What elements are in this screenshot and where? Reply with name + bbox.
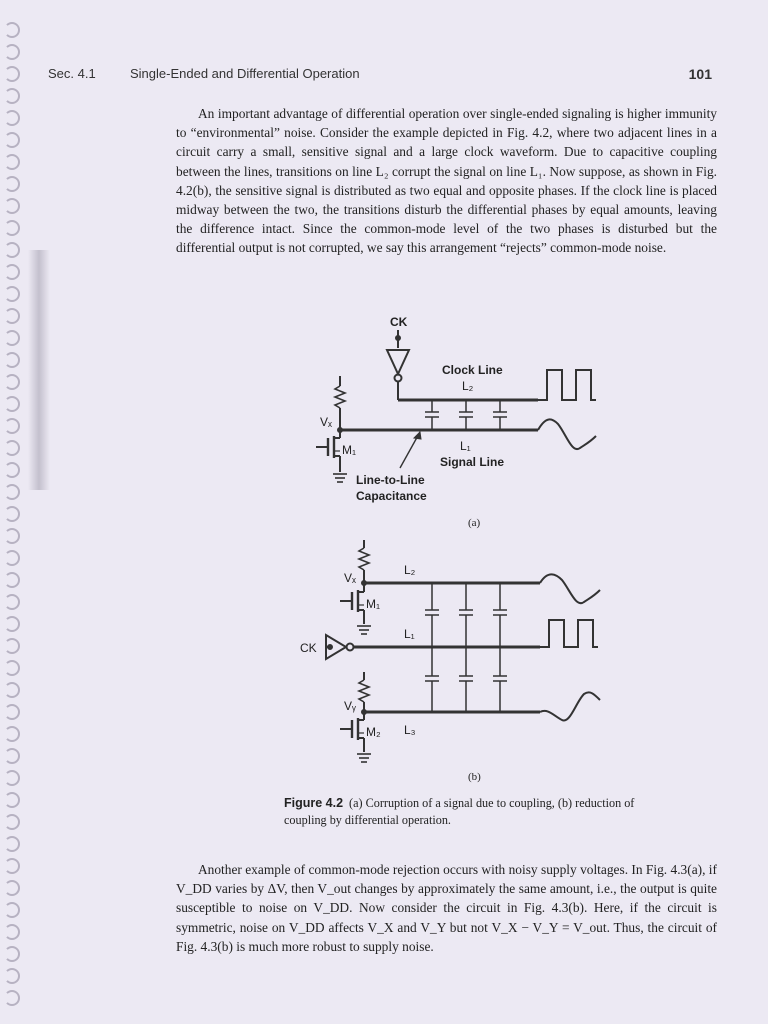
binding-ring (4, 506, 20, 522)
label-ck-b: CK (300, 641, 317, 655)
circuit-diagram (300, 308, 630, 788)
section-title: Single-Ended and Differential Operation (130, 66, 360, 81)
binding-ring (4, 88, 20, 104)
label-cap-1: Line-to-Line (356, 473, 425, 487)
label-vx-b: Vₓ (344, 571, 356, 585)
binding-ring (4, 418, 20, 434)
label-vy-b: Vᵧ (344, 699, 356, 713)
binding-ring (4, 242, 20, 258)
binding-ring (4, 352, 20, 368)
binding-ring (4, 374, 20, 390)
label-m1-a: M₁ (342, 443, 357, 457)
corrupted-signal-a (538, 419, 596, 449)
spiral-binding (0, 0, 26, 1024)
binding-ring (4, 44, 20, 60)
label-signal-line: Signal Line (440, 455, 505, 469)
running-header (48, 66, 712, 86)
label-vx-a: Vₓ (320, 415, 332, 429)
binding-ring (4, 220, 20, 236)
binding-ring (4, 132, 20, 148)
binding-ring (4, 638, 20, 654)
binding-ring (4, 682, 20, 698)
binding-ring (4, 946, 20, 962)
clock-waveform-b (540, 620, 598, 647)
binding-ring (4, 198, 20, 214)
binding-ring (4, 858, 20, 874)
binding-ring (4, 660, 20, 676)
binding-ring (4, 264, 20, 280)
label-l3-b: L₃ (404, 723, 416, 737)
page-number: 101 (688, 66, 712, 82)
binding-ring (4, 792, 20, 808)
clock-waveform-a (538, 370, 596, 400)
binding-ring (4, 440, 20, 456)
scan-shadow (28, 250, 50, 490)
label-ck-a: CK (390, 315, 408, 329)
paragraph-1: An important advantage of differential operation over single-ended signaling is higher immunity to “environmental” noise. Consider the example depicted in Fig. 4.2, where two adjacent lines in a circuit carry a small, sensitive signal and a large clock waveform. Due to capacitive coupling between the lines, transitions on line L₂ corrupt the signal on line L₁. Now suppose, as shown in Fig. 4.2(b), the sensitive signal is distributed as two equal and opposite phases. If the clock line is placed midway between the two, the transitions disturb the differential phases by equal amounts, leaving the difference intact. Since the common-mode level of the two phases is disturbed but the differential output is not corrupted, we say this arrangement “rejects” common-mode noise. (176, 106, 717, 256)
binding-ring (4, 330, 20, 346)
binding-ring (4, 990, 20, 1006)
binding-ring (4, 836, 20, 852)
load-resistor-a (335, 386, 345, 408)
binding-ring (4, 154, 20, 170)
binding-ring (4, 110, 20, 126)
label-l1-a: L₁ (460, 439, 471, 453)
binding-ring (4, 176, 20, 192)
binding-ring (4, 968, 20, 984)
binding-ring (4, 704, 20, 720)
binding-ring (4, 748, 20, 764)
phase-waveform-b2 (540, 692, 600, 720)
figure-caption (284, 795, 644, 829)
label-l2-b: L₂ (404, 563, 416, 577)
label-m2-b: M₂ (366, 725, 381, 739)
binding-ring (4, 22, 20, 38)
paragraph-2: Another example of common-mode rejection occurs with noisy supply voltages. In Fig. 4.3(a), if V_DD varies by ΔV, then V_out changes by approximately the same amount, i.e., the output is quite susceptible to noise on V_DD. Now consider the circuit in Fig. 4.3(b). Here, if the circuit is symmetric, noise on V_DD affects V_X and V_Y but not V_X − V_Y = V_out. Thus, the circuit of Fig. 4.3(b) is much more robust to supply noise. (176, 862, 717, 954)
binding-ring (4, 726, 20, 742)
load-resistor-b1 (359, 548, 369, 570)
binding-ring (4, 814, 20, 830)
figure-4-2 (300, 308, 630, 788)
label-sub-a: (a) (468, 517, 481, 529)
label-l2-a: L₂ (462, 379, 474, 393)
label-sub-b: (b) (468, 771, 481, 783)
binding-ring (4, 770, 20, 786)
label-l1-b: L₁ (404, 627, 415, 641)
section-number: Sec. 4.1 (48, 66, 96, 81)
caption-text: (a) Corruption of a signal due to coupling, (b) reduction of coupling by differential operation. (284, 796, 635, 827)
caption-label: Figure 4.2 (284, 796, 344, 810)
binding-ring (4, 528, 20, 544)
ck-node-a (396, 336, 400, 340)
phase-waveform-b1 (540, 574, 600, 603)
binding-ring (4, 616, 20, 632)
binding-ring (4, 396, 20, 412)
binding-ring (4, 572, 20, 588)
load-resistor-b2 (359, 680, 369, 702)
binding-ring (4, 550, 20, 566)
label-clock-line: Clock Line (442, 363, 503, 377)
binding-ring (4, 286, 20, 302)
binding-ring (4, 484, 20, 500)
binding-ring (4, 880, 20, 896)
coupling-caps-a (425, 400, 507, 430)
binding-ring (4, 594, 20, 610)
binding-ring (4, 308, 20, 324)
label-cap-2: Capacitance (356, 489, 427, 503)
clock-buffer-a (387, 350, 409, 374)
binding-ring (4, 902, 20, 918)
binding-ring (4, 462, 20, 478)
binding-ring (4, 924, 20, 940)
binding-ring (4, 66, 20, 82)
label-m1-b: M₁ (366, 597, 381, 611)
